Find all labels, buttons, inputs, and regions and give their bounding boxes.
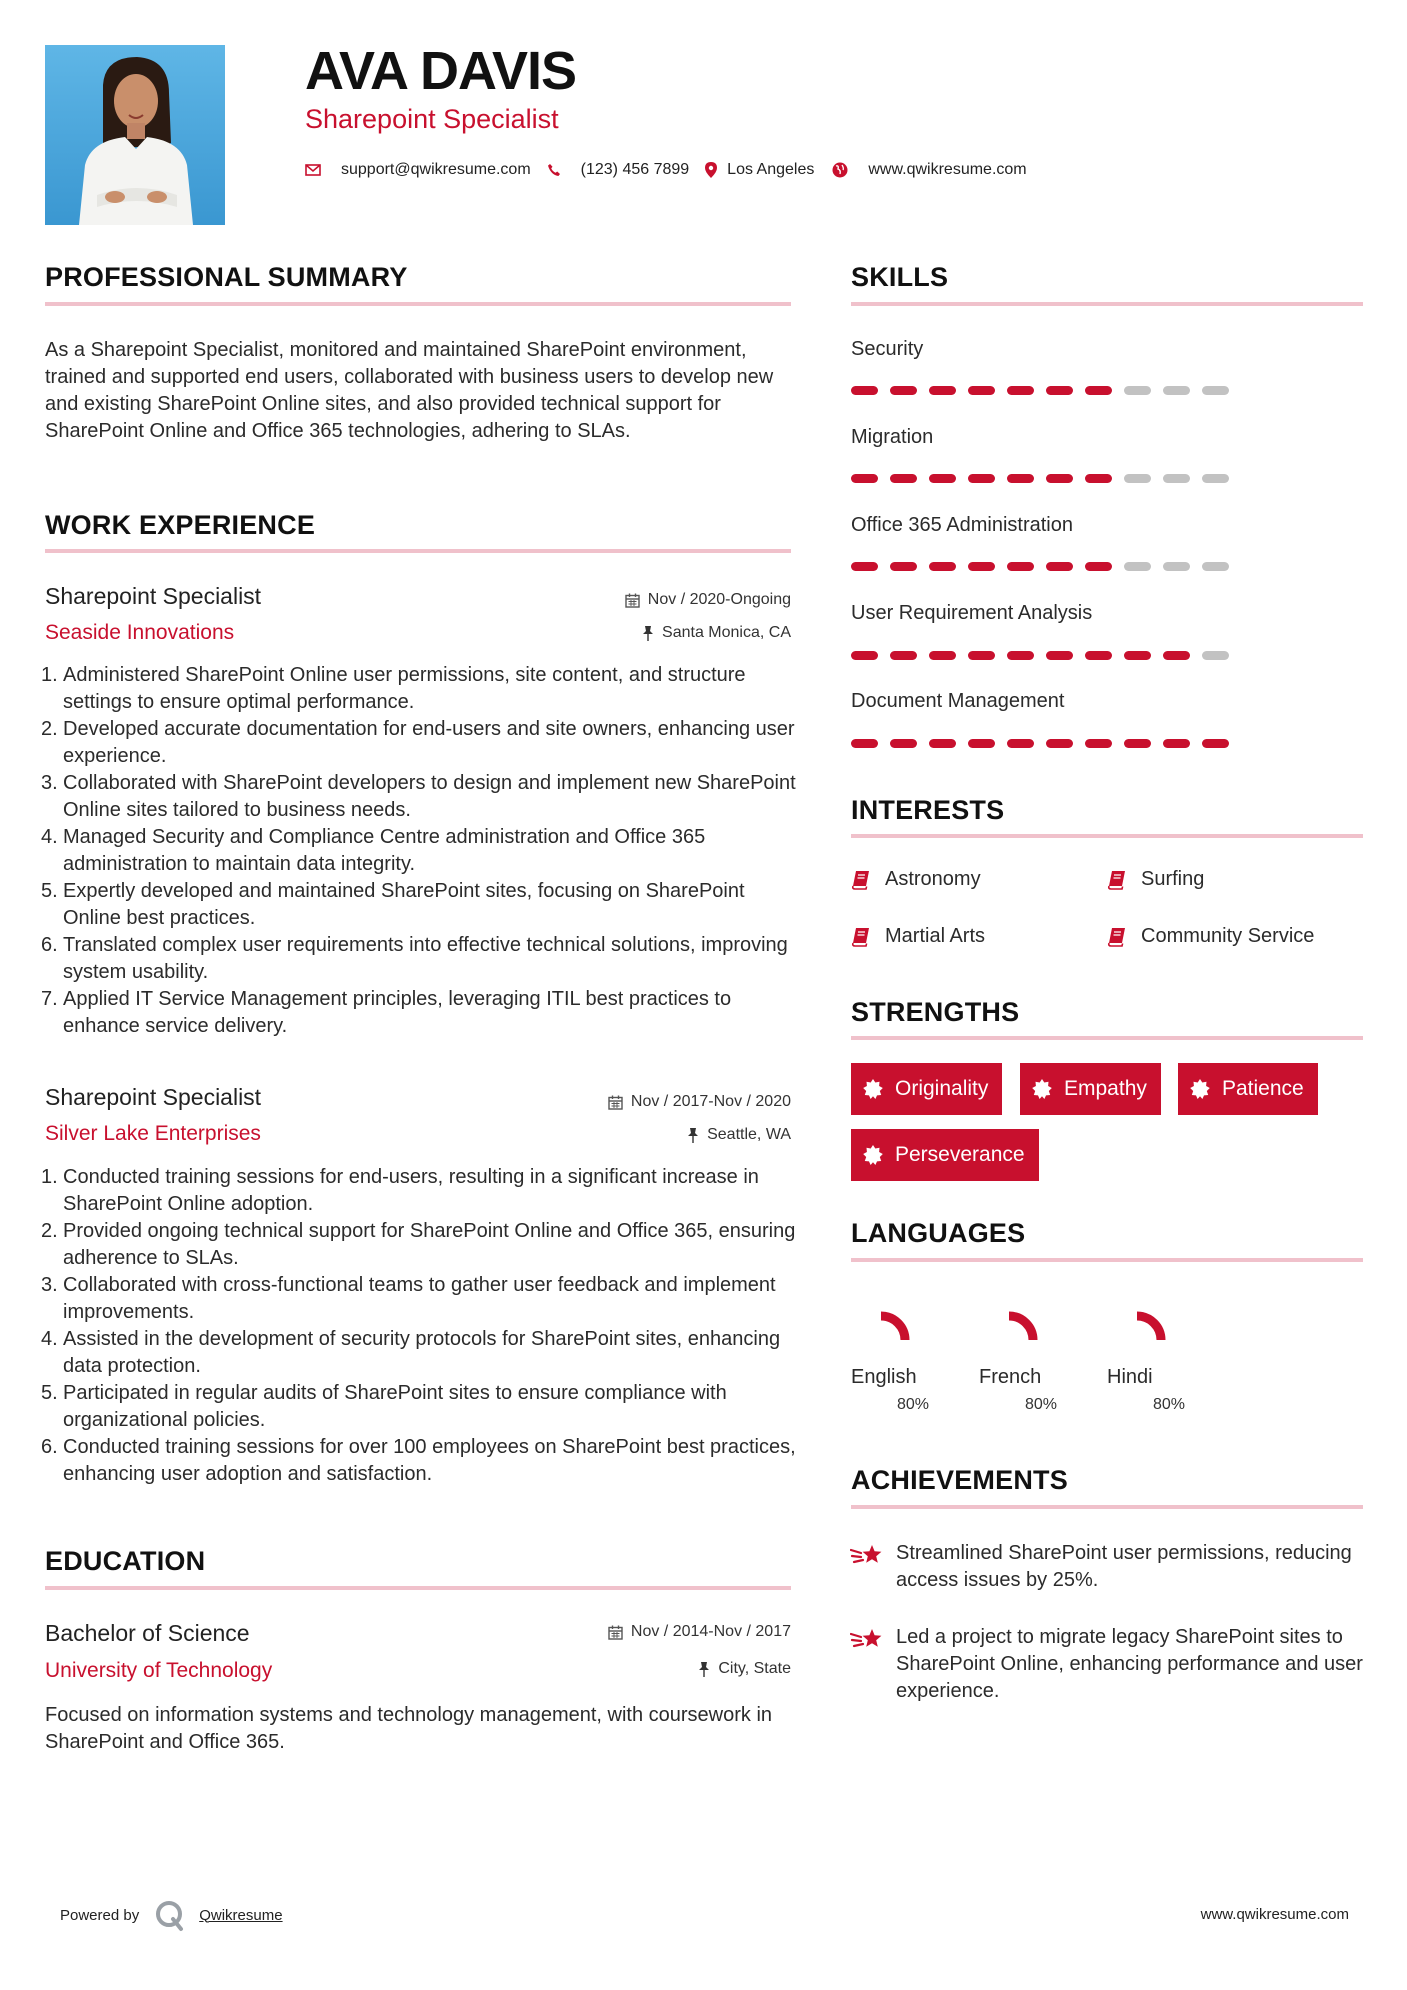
- job-dates: [625, 591, 791, 609]
- skill-dot-filled: [1124, 739, 1151, 748]
- skill-dot-filled: [1046, 651, 1073, 660]
- strength-chip: Originality: [851, 1063, 1002, 1115]
- achievement-text: Led a project to migrate legacy SharePoint sites to SharePoint Online, enhancing performance and user experience.: [896, 1626, 1363, 1702]
- summary-heading: PROFESSIONAL SUMMARY: [45, 262, 408, 292]
- skill-dot-empty: [1163, 474, 1190, 483]
- education-text: Focused on information systems and technology management, with coursework in SharePoint and Office 365.: [45, 1704, 773, 1753]
- skill-dot-filled: [1085, 562, 1112, 571]
- language-percent: 80%: [1153, 1396, 1186, 1413]
- interest-item: Astronomy: [851, 868, 981, 891]
- job-bullets: [41, 662, 797, 1040]
- interests-heading: INTERESTS: [851, 795, 1005, 825]
- skill-dot-empty: [1163, 386, 1190, 395]
- brand-link[interactable]: Qwikresume: [199, 1906, 283, 1924]
- job-company: Seaside Innovations: [45, 621, 235, 644]
- skill-name: Migration: [851, 426, 934, 448]
- skill-dot-filled: [1046, 386, 1073, 395]
- skill-dot-filled: [1124, 651, 1151, 660]
- job-location: [687, 1126, 791, 1144]
- skill-dot-filled: [968, 651, 995, 660]
- skill-dot-filled: [929, 386, 956, 395]
- language-percent: 80%: [1025, 1396, 1058, 1413]
- strength-chip: Empathy: [1020, 1063, 1161, 1115]
- pushpin-icon: [642, 626, 654, 641]
- interest-item: Community Service: [1107, 925, 1314, 948]
- education-dates-text: Nov / 2014-Nov / 2017: [630, 1623, 791, 1640]
- skill-rating: [851, 739, 1241, 748]
- calendar-icon: [608, 1095, 623, 1110]
- skill-dot-filled: [1007, 562, 1034, 571]
- skill-dot-filled: [1085, 739, 1112, 748]
- list-item: 3. Collaborated with cross-functional teams to gather user feedback and implement improvements.: [41, 1274, 776, 1323]
- job-title: Sharepoint Specialist: [45, 1084, 262, 1110]
- skill-dot-filled: [929, 651, 956, 660]
- education-divider: [45, 1586, 791, 1590]
- website-text: www.qwikresume.com: [868, 161, 1027, 178]
- skill-dot-filled: [1046, 562, 1073, 571]
- achievement-item: [850, 1540, 1370, 1594]
- strengths-heading: STRENGTHS: [851, 997, 1020, 1027]
- badge-icon: [863, 1145, 883, 1165]
- list-item: 4. Managed Security and Compliance Centre administration and Office 365 administration to maintain data integrity.: [41, 826, 706, 875]
- job-dates-text: Nov / 2017-Nov / 2020: [630, 1093, 791, 1110]
- skill-rating: [851, 562, 1241, 571]
- skill-dot-filled: [968, 474, 995, 483]
- contact-bar: [305, 158, 1043, 182]
- list-item: 6. Translated complex user requirements into effective technical solutions, improving system usability.: [41, 934, 788, 983]
- footer-powered-by: [60, 1898, 283, 1932]
- job-company: Silver Lake Enterprises: [45, 1122, 261, 1145]
- book-icon: [1107, 870, 1127, 890]
- skill-dot-empty: [1124, 474, 1151, 483]
- calendar-icon: [608, 1625, 623, 1640]
- calendar-icon: [625, 593, 640, 608]
- language-name: English: [851, 1366, 917, 1388]
- skill-dot-filled: [1163, 739, 1190, 748]
- shooting-star-icon: [850, 1626, 884, 1654]
- contact-email[interactable]: [305, 161, 531, 179]
- language-gauge: [851, 1290, 961, 1340]
- skill-dot-filled: [1085, 474, 1112, 483]
- badge-icon: [1032, 1079, 1052, 1099]
- skill-dot-filled: [968, 739, 995, 748]
- map-marker-icon: [705, 162, 717, 178]
- skill-dot-filled: [929, 739, 956, 748]
- contact-phone[interactable]: [547, 161, 690, 179]
- skill-name: Document Management: [851, 690, 1065, 712]
- education-dates: [608, 1623, 791, 1641]
- skill-dot-filled: [1085, 386, 1112, 395]
- skill-dot-filled: [890, 651, 917, 660]
- skill-dot-filled: [890, 474, 917, 483]
- experience-divider: [45, 549, 791, 553]
- language-percent: 80%: [897, 1396, 930, 1413]
- powered-by-label: Powered by: [60, 1906, 140, 1924]
- language-name: Hindi: [1107, 1366, 1153, 1388]
- skill-dot-filled: [851, 651, 878, 660]
- skill-dot-filled: [929, 474, 956, 483]
- skill-rating: [851, 386, 1241, 395]
- location-text: Los Angeles: [727, 161, 815, 178]
- list-item: 2. Provided ongoing technical support for SharePoint Online and Office 365, ensuring adherence to SLAs.: [41, 1220, 796, 1269]
- pushpin-icon: [687, 1128, 699, 1143]
- skill-name: Office 365 Administration: [851, 514, 1073, 536]
- skill-dot-filled: [851, 386, 878, 395]
- interests-divider: [851, 834, 1363, 838]
- pushpin-icon: [698, 1662, 710, 1677]
- skill-dot-filled: [1202, 739, 1229, 748]
- gauge-arc: [881, 1316, 905, 1340]
- skill-dot-filled: [1046, 739, 1073, 748]
- skill-dot-filled: [1007, 739, 1034, 748]
- achievement-item: [850, 1624, 1370, 1705]
- languages-divider: [851, 1258, 1363, 1262]
- interest-item: Martial Arts: [851, 925, 985, 948]
- strength-chip: Patience: [1178, 1063, 1318, 1115]
- qwikresume-logo-icon: [153, 1898, 187, 1932]
- skill-dot-filled: [1007, 474, 1034, 483]
- skill-dot-filled: [1085, 651, 1112, 660]
- skill-dot-filled: [890, 562, 917, 571]
- job-dates: [608, 1093, 791, 1111]
- strengths-divider: [851, 1036, 1363, 1040]
- email-text: support@qwikresume.com: [341, 161, 531, 178]
- job-bullets: [41, 1164, 797, 1488]
- achievements-divider: [851, 1505, 1363, 1509]
- skill-dot-empty: [1163, 562, 1190, 571]
- skill-dot-filled: [851, 474, 878, 483]
- book-icon: [1107, 927, 1127, 947]
- skill-dot-filled: [890, 739, 917, 748]
- education-location: [698, 1660, 791, 1678]
- list-item: 5. Expertly developed and maintained SharePoint sites, focusing on SharePoint Online best practices.: [41, 880, 745, 929]
- list-item: 2. Developed accurate documentation for end-users and site owners, enhancing user experience.: [41, 718, 795, 767]
- skill-rating: [851, 651, 1241, 660]
- skill-dot-filled: [1163, 651, 1190, 660]
- list-item: 3. Collaborated with SharePoint developers to design and implement new SharePoint Online sites tailored to business needs.: [41, 772, 796, 821]
- footer-website[interactable]: www.qwikresume.com: [1200, 1906, 1349, 1923]
- candidate-name: AVA DAVIS: [305, 41, 577, 101]
- achievement-text: Streamlined SharePoint user permissions, reducing access issues by 25%.: [896, 1542, 1352, 1591]
- summary-divider: [45, 302, 791, 306]
- list-item: 1. Administered SharePoint Online user permissions, site content, and structure settings to ensure optimal performance.: [41, 664, 746, 713]
- job-dates-text: Nov / 2020-Ongoing: [647, 591, 791, 608]
- skill-dot-filled: [929, 562, 956, 571]
- job-location-text: Seattle, WA: [707, 1126, 791, 1143]
- skill-dot-filled: [851, 562, 878, 571]
- skill-name: User Requirement Analysis: [851, 602, 1093, 624]
- skills-divider: [851, 302, 1363, 306]
- skill-dot-empty: [1202, 651, 1229, 660]
- skill-dot-filled: [968, 386, 995, 395]
- list-item: 6. Conducted training sessions for over 100 employees on SharePoint best practices, enhancing user adoption and satisfaction.: [41, 1436, 796, 1485]
- strength-chip: Perseverance: [851, 1129, 1039, 1181]
- language-gauge: [979, 1290, 1089, 1340]
- badge-icon: [1190, 1079, 1210, 1099]
- shooting-star-icon: [850, 1542, 884, 1570]
- avatar: [45, 45, 225, 225]
- job-title: Sharepoint Specialist: [45, 583, 262, 609]
- skill-name: Security: [851, 338, 924, 360]
- job-location-text: Santa Monica, CA: [662, 624, 791, 641]
- phone-icon: [547, 163, 561, 177]
- book-icon: [851, 927, 871, 947]
- degree-title: Bachelor of Science: [45, 1620, 250, 1646]
- skill-dot-filled: [1007, 651, 1034, 660]
- list-item: 7. Applied IT Service Management principles, leveraging ITIL best practices to enhance service delivery.: [41, 988, 732, 1037]
- education-heading: EDUCATION: [45, 1546, 206, 1576]
- list-item: 1. Conducted training sessions for end-users, resulting in a significant increase in SharePoint Online adoption.: [41, 1166, 759, 1215]
- interest-item: Surfing: [1107, 868, 1204, 891]
- globe-icon: [832, 162, 848, 178]
- gauge-arc: [1009, 1316, 1033, 1340]
- school-name: University of Technology: [45, 1659, 273, 1682]
- skill-dot-filled: [890, 386, 917, 395]
- skill-dot-empty: [1124, 386, 1151, 395]
- contact-location: [705, 161, 814, 179]
- skill-dot-empty: [1124, 562, 1151, 571]
- contact-website[interactable]: [830, 161, 1026, 179]
- experience-heading: WORK EXPERIENCE: [45, 510, 316, 540]
- phone-text: (123) 456 7899: [580, 161, 690, 178]
- badge-icon: [863, 1079, 883, 1099]
- skill-dot-filled: [1046, 474, 1073, 483]
- list-item: 4. Assisted in the development of security protocols for SharePoint sites, enhancing data protection.: [41, 1328, 781, 1377]
- skill-dot-filled: [851, 739, 878, 748]
- list-item: 5. Participated in regular audits of SharePoint sites to ensure compliance with organizational policies.: [41, 1382, 727, 1431]
- skill-rating: [851, 474, 1241, 483]
- candidate-title: Sharepoint Specialist: [305, 104, 559, 134]
- skill-dot-empty: [1202, 386, 1229, 395]
- skills-heading: SKILLS: [851, 262, 949, 292]
- languages-heading: LANGUAGES: [851, 1218, 1026, 1248]
- summary-text: As a Sharepoint Specialist, monitored and maintained SharePoint environment, trained and supported end users, collaborated with business users to develop new and existing SharePoint Online sites, and also provided technical support for SharePoint Online and Office 365 technologies, adhering to SLAs.: [45, 339, 774, 442]
- skill-dot-empty: [1202, 562, 1229, 571]
- gauge-arc: [1137, 1316, 1161, 1340]
- envelope-icon: [305, 164, 321, 176]
- job-location: [642, 624, 791, 642]
- skill-dot-filled: [968, 562, 995, 571]
- language-name: French: [979, 1366, 1042, 1388]
- achievements-heading: ACHIEVEMENTS: [851, 1465, 1068, 1495]
- skill-dot-empty: [1202, 474, 1229, 483]
- book-icon: [851, 870, 871, 890]
- education-location-text: City, State: [718, 1660, 791, 1677]
- profile-photo: [45, 45, 225, 225]
- language-gauge: [1107, 1290, 1217, 1340]
- skill-dot-filled: [1007, 386, 1034, 395]
